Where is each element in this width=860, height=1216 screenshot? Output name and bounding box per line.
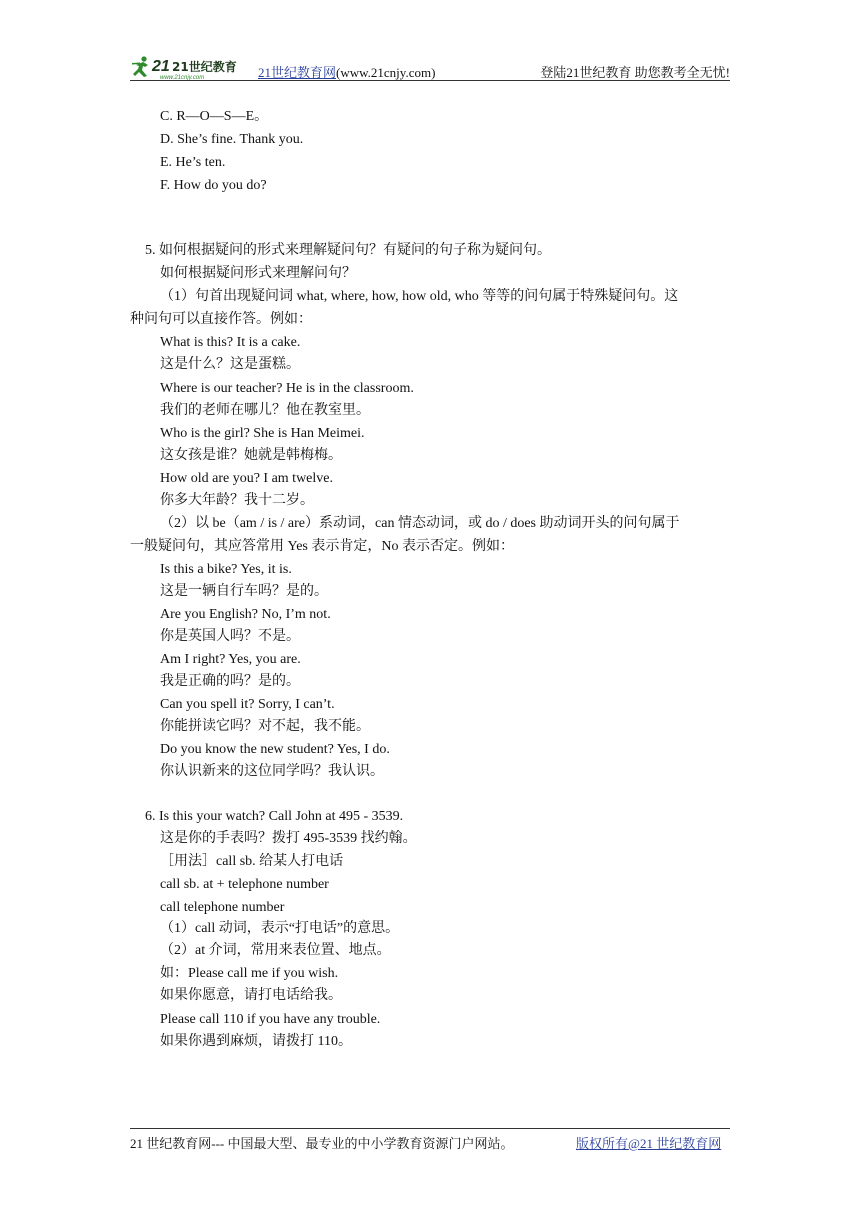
- example-2-zh: 我们的老师在哪儿？他在教室里。: [160, 403, 370, 418]
- example-7-zh: 我是正确的吗？是的。: [160, 674, 300, 689]
- section-6-note-2: （2）at 介词，常用来表位置、地点。: [160, 943, 391, 958]
- footer-description: 21 世纪教育网--- 中国最大型、最专业的中小学教育资源门户网站。: [130, 1136, 514, 1151]
- section-5-point-1a: （1）句首出现疑问词 what, where, how, how old, who 等等的问句属于特殊疑问句。这: [160, 289, 679, 304]
- option-d: D. She’s fine. Thank you.: [160, 132, 304, 147]
- option-c: C. R—O—S—E。: [160, 109, 269, 124]
- example-7-en: Am I right? Yes, you are.: [160, 652, 301, 667]
- header-divider: [130, 80, 730, 81]
- example-6-en: Are you English? No, I’m not.: [160, 607, 331, 622]
- section-6-usage-1: call sb. at + telephone number: [160, 877, 329, 892]
- option-f: F. How do you do?: [160, 178, 267, 193]
- example-5-zh: 这是一辆自行车吗？是的。: [160, 584, 328, 599]
- svg-text:21: 21: [152, 58, 170, 75]
- section-6-usage: ［用法］call sb. 给某人打电话: [160, 854, 344, 869]
- section-5-point-1b: 种问句可以直接作答。例如：: [130, 312, 312, 327]
- section-5-point-2a: （2）以 be（am / is / are）系动词，can 情态动词，或 do / does 助动词开头的问句属于: [160, 516, 680, 531]
- site-url: (www.21cnjy.com): [336, 65, 436, 80]
- section-6-title: 6. Is this your watch? Call John at 495 - 3539.: [145, 809, 404, 824]
- svg-text:21世纪教育: 21世纪教育: [172, 60, 237, 74]
- example-8-en: Can you spell it? Sorry, I can’t.: [160, 697, 335, 712]
- section-5-subtitle: 如何根据疑问形式来理解问句？: [160, 266, 356, 281]
- section-6-example-2-en: Please call 110 if you have any trouble.: [160, 1012, 381, 1027]
- example-4-zh: 你多大年龄？我十二岁。: [160, 493, 314, 508]
- section-6-example-1-en: 如：Please call me if you wish.: [160, 966, 339, 981]
- example-6-zh: 你是英国人吗？不是。: [160, 629, 300, 644]
- section-6-example-1-zh: 如果你愿意，请打电话给我。: [160, 988, 342, 1003]
- section-5-title: 5. 如何根据疑问的形式来理解疑问句？有疑问的句子称为疑问句。: [145, 243, 551, 258]
- example-3-zh: 这女孩是谁？她就是韩梅梅。: [160, 448, 342, 463]
- footer-divider: [130, 1128, 730, 1129]
- section-6-usage-2: call telephone number: [160, 900, 285, 915]
- section-5-point-2b: 一般疑问句，其应答常用 Yes 表示肯定，No 表示否定。例如：: [130, 539, 514, 554]
- example-9-en: Do you know the new student? Yes, I do.: [160, 742, 390, 757]
- example-3-en: Who is the girl? She is Han Meimei.: [160, 426, 365, 441]
- option-e: E. He’s ten.: [160, 155, 226, 170]
- header-site: [258, 62, 435, 81]
- example-8-zh: 你能拼读它吗？对不起，我不能。: [160, 719, 370, 734]
- example-4-en: How old are you? I am twelve.: [160, 471, 333, 486]
- footer-copyright-link[interactable]: 版权所有@21 世纪教育网: [576, 1136, 722, 1151]
- header-slogan: 登陆21世纪教育 助您教考全无忧!: [540, 65, 730, 80]
- example-1-en: What is this? It is a cake.: [160, 335, 301, 350]
- site-link[interactable]: 21世纪教育网: [258, 65, 337, 80]
- example-1-zh: 这是什么？这是蛋糕。: [160, 357, 300, 372]
- example-2-en: Where is our teacher? He is in the classroom.: [160, 381, 414, 396]
- section-6-note-1: （1）call 动词，表示“打电话”的意思。: [160, 921, 400, 936]
- section-6-translation: 这是你的手表吗？拨打 495-3539 找约翰。: [160, 831, 417, 846]
- section-6-example-2-zh: 如果你遇到麻烦，请拨打 110。: [160, 1034, 352, 1049]
- example-9-zh: 你认识新来的这位同学吗？我认识。: [160, 764, 384, 779]
- site-logo: [130, 54, 248, 80]
- example-5-en: Is this a bike? Yes, it is.: [160, 562, 292, 577]
- svg-text:www.21cnjy.com: www.21cnjy.com: [160, 75, 205, 80]
- page-header: [130, 54, 730, 80]
